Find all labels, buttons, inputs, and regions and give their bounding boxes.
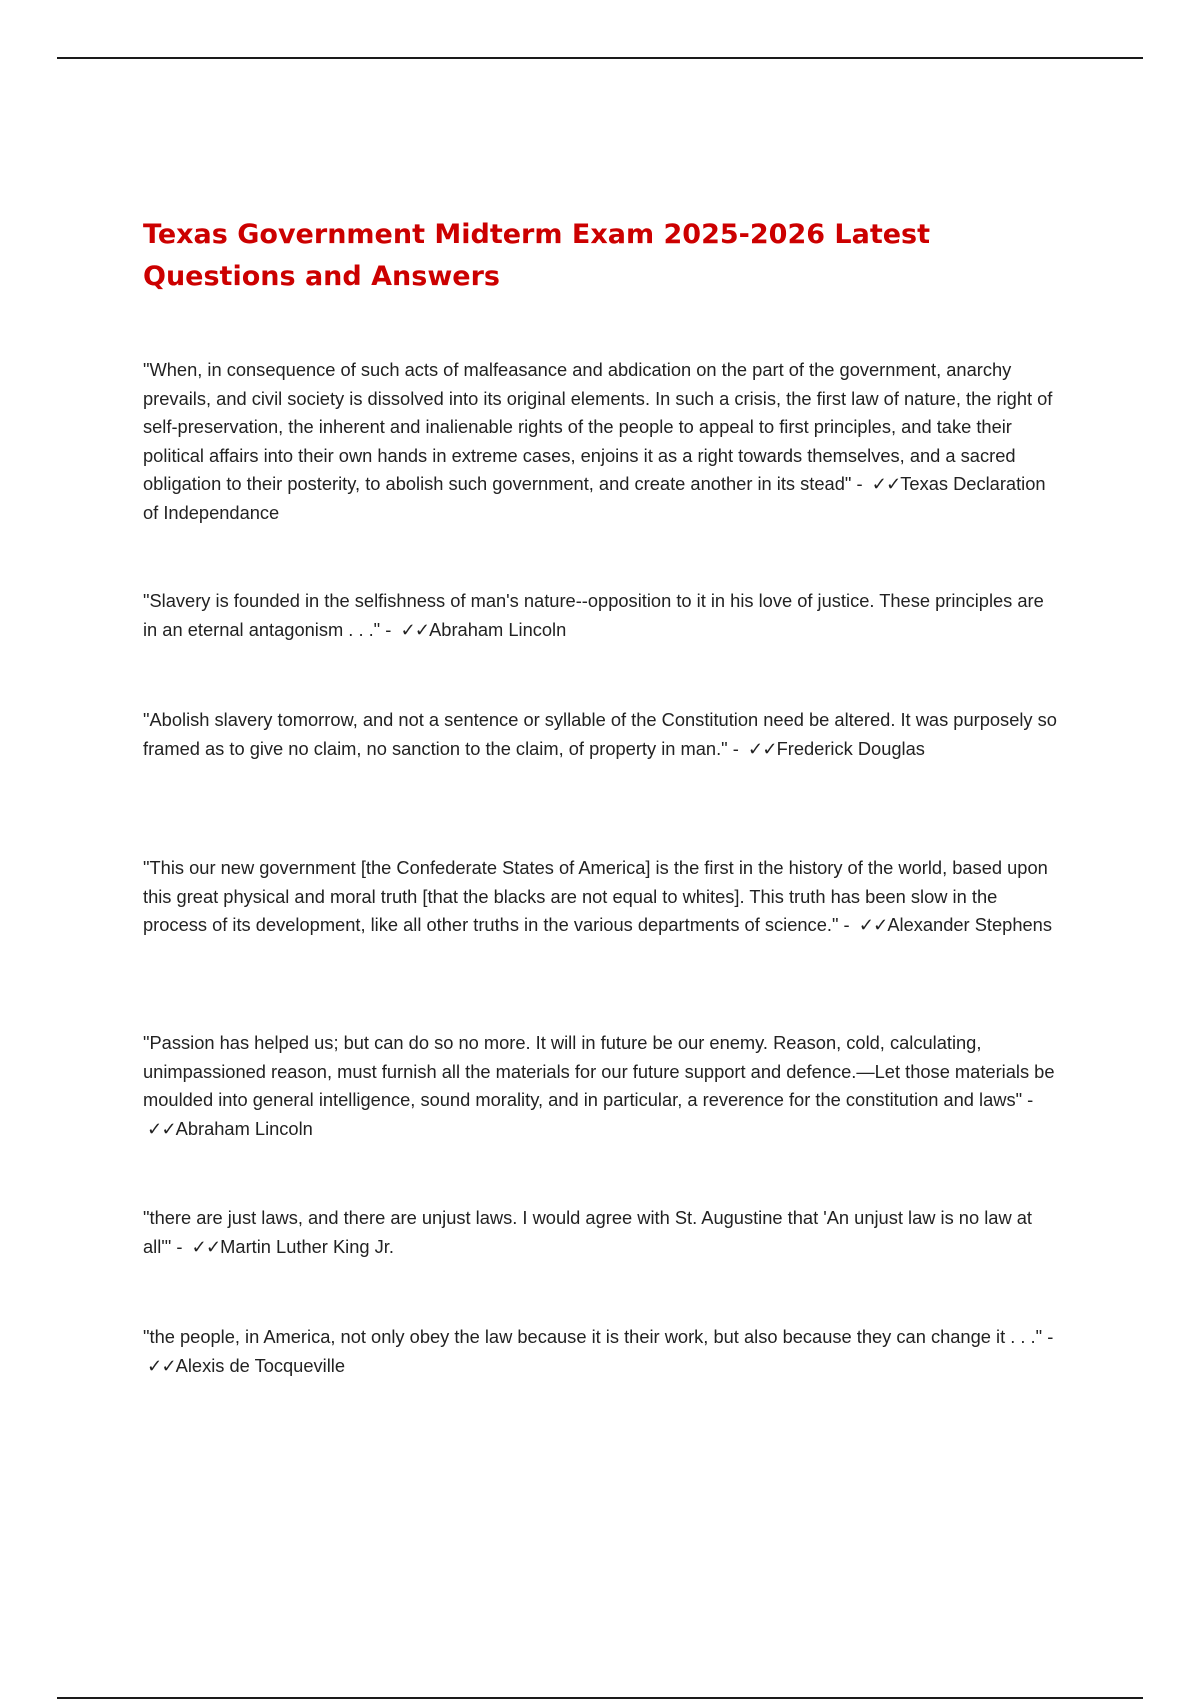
qa-item-1 [143, 356, 1063, 527]
bottom-rule [57, 1697, 1143, 1699]
answer-text: Abraham Lincoln [175, 1117, 313, 1139]
double-check-icon: ✓✓ [147, 1354, 176, 1376]
answer-text: Frederick Douglas [776, 737, 925, 759]
double-check-icon: ✓✓ [871, 473, 901, 494]
separator: - [1042, 1326, 1054, 1347]
separator: - [851, 473, 868, 494]
separator: - [1022, 1089, 1034, 1110]
qa-item-7 [143, 1323, 1063, 1380]
double-check-icon: ✓✓ [400, 618, 430, 640]
question-text: "When, in consequence of such acts of malfeasance and abdication on the part of the government, anarchy prevails, and civil society is dissolved into its original elements. In such a crisis, the first law of nature, the right of self-preservation, the inherent and inalienable rights of the people to appeal to first principles, and take their political affairs into their own hands in extreme cases, enjoins it as a right towards themselves, and a sacred obligation to their posterity, to abolish such government, and create another in its stead" [143, 359, 1053, 494]
qa-item-6 [143, 1204, 1063, 1261]
separator: - [727, 737, 744, 759]
double-check-icon: ✓✓ [147, 1117, 176, 1139]
answer-text: Martin Luther King Jr. [220, 1235, 394, 1257]
question-text: "the people, in America, not only obey the law because it is their work, but also because they can change it . . ." [143, 1326, 1043, 1347]
answer-text: Alexander Stephens [887, 914, 1052, 935]
question-text: "Passion has helped us; but can do so no more. It will in future be our enemy. Reason, cold, calculating, unimpassioned reason, must furnish all the materials for our future support and defence.—Let those materials be moulded into general intelligence, sound morality, and in particular, a reverence for the constitution and laws" [143, 1032, 1055, 1110]
separator: - [380, 618, 397, 640]
top-rule [57, 57, 1143, 59]
double-check-icon: ✓✓ [191, 1235, 221, 1257]
answer-text: Abraham Lincoln [429, 618, 567, 640]
document-title: Texas Government Midterm Exam 2025-2026 Latest Questions and Answers [143, 219, 931, 292]
qa-item-3 [143, 706, 1063, 763]
qa-item-5 [143, 1029, 1063, 1143]
double-check-icon: ✓✓ [858, 914, 888, 935]
separator: - [171, 1235, 188, 1257]
separator: - [838, 914, 855, 935]
question-text: "This our new government [the Confederate States of America] is the first in the history of the world, based upon this great physical and moral truth [that the blacks are not equal to whites]. This truth has been slow in the process of its development, like all other truths in the various departments of science." [143, 857, 1048, 935]
answer-text: Alexis de Tocqueville [175, 1354, 346, 1376]
qa-item-2 [143, 587, 1063, 644]
answer-text: Texas Declaration of Independance [143, 473, 1046, 523]
question-text: "there are just laws, and there are unjust laws. I would agree with St. Augustine that 'An unjust law is no law at all'" [143, 1207, 1032, 1257]
question-text: "Abolish slavery tomorrow, and not a sentence or syllable of the Constitution need be altered. It was purposely so framed as to give no claim, no sanction to the claim, of property in man." [143, 709, 1057, 759]
question-text: "Slavery is founded in the selfishness of man's nature--opposition to it in his love of justice. These principles are in an eternal antagonism . . ." [143, 590, 1044, 640]
qa-item-4 [143, 854, 1063, 940]
double-check-icon: ✓✓ [747, 737, 777, 759]
